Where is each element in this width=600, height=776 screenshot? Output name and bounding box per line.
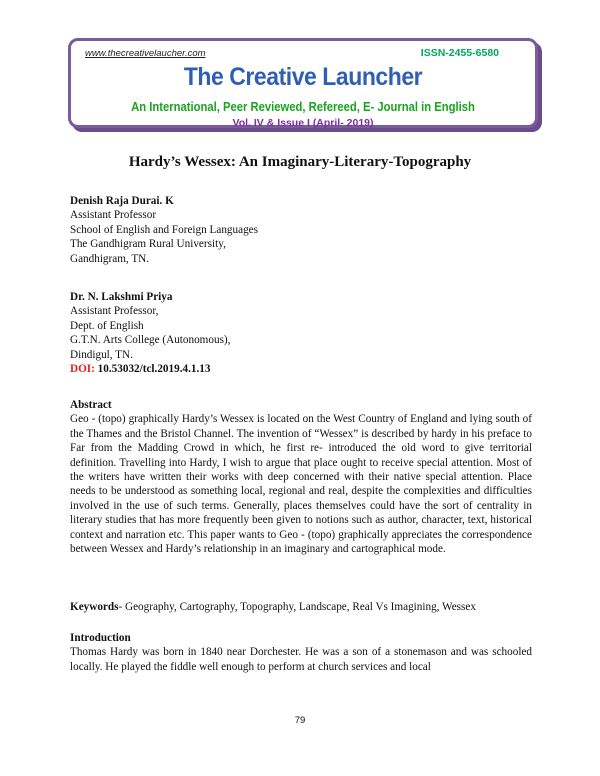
keywords-label: Keywords <box>70 601 119 613</box>
abstract-text: Geo - (topo) graphically Hardy’s Wessex is located on the West Country of England and lying south of the Thames and the Bristol Channel. The invention of “Wessex” is described by hardy in his preface to Far from the Madding Crowd in which, he first re- introduced the old word to give territorial definition. Travelling into Hardy, I wish to argue that place ought to receive special attention. Most of the writers have written their works with deep concerned with their native special attention. Place needs to be understood as something local, regional and real, despite the complexities and difficulties involved in the use of such terms. Generally, places themselves could have the sort of centrality in literary studies that has more frequently been given to notions such as author, character, text, historical context and narration etc. This paper wants to Geo - (topo) graphically appreciates the correspondence between Wessex and Hardy’s relationship in an imaginary and cartographical mode. <box>70 413 532 556</box>
introduction-text: Thomas Hardy was born in 1840 near Dorchester. He was a son of a stonemason and was schooled locally. He played the fiddle well enough to perform at church services and local <box>70 646 532 673</box>
author-name: Denish Raja Durai. K <box>70 195 174 207</box>
author-affiliation-line: The Gandhigram Rural University, <box>70 238 226 251</box>
author-affiliation-line: Dindigul, TN. <box>70 348 133 361</box>
author-affiliation-line: Dept. of English <box>70 319 144 332</box>
author-affiliation-line: School of English and Foreign Languages <box>70 223 258 236</box>
author-affiliation-line: G.T.N. Arts College (Autonomous), <box>70 334 231 347</box>
journal-subtitle: An International, Peer Reviewed, Refereed, E- Journal in English <box>131 100 475 114</box>
introduction-heading: Introduction <box>70 632 131 644</box>
paper-title: Hardy’s Wessex: An Imaginary-Literary-Topography <box>128 154 472 170</box>
introduction-section <box>70 631 532 674</box>
author-block-1 <box>70 194 532 266</box>
author-affiliation-line: Assistant Professor <box>70 209 157 222</box>
journal-title: The Creative Launcher <box>183 63 423 91</box>
abstract-section <box>70 398 532 556</box>
page-number: 79 <box>294 715 306 726</box>
journal-volume: Vol. IV & Issue I (April- 2019) <box>232 117 374 129</box>
keywords-text: - Geography, Cartography, Topography, Landscape, Real Vs Imagining, Wessex <box>118 601 476 613</box>
journal-header <box>68 38 538 128</box>
journal-issn: ISSN-2455-6580 <box>420 47 499 59</box>
abstract-heading: Abstract <box>70 399 112 411</box>
journal-url[interactable]: www.thecreativelaucher.com <box>85 48 206 59</box>
doi-label: DOI: <box>70 363 95 376</box>
author-affiliation-line: Assistant Professor, <box>70 305 159 318</box>
author-affiliation-line: Gandhigram, TN. <box>70 252 150 265</box>
doi-line <box>70 362 532 376</box>
author-block-2 <box>70 290 532 376</box>
author-name: Dr. N. Lakshmi Priya <box>70 291 173 303</box>
doi-value[interactable]: 10.53032/tcl.2019.4.1.13 <box>97 363 211 376</box>
keywords-section <box>70 600 532 614</box>
